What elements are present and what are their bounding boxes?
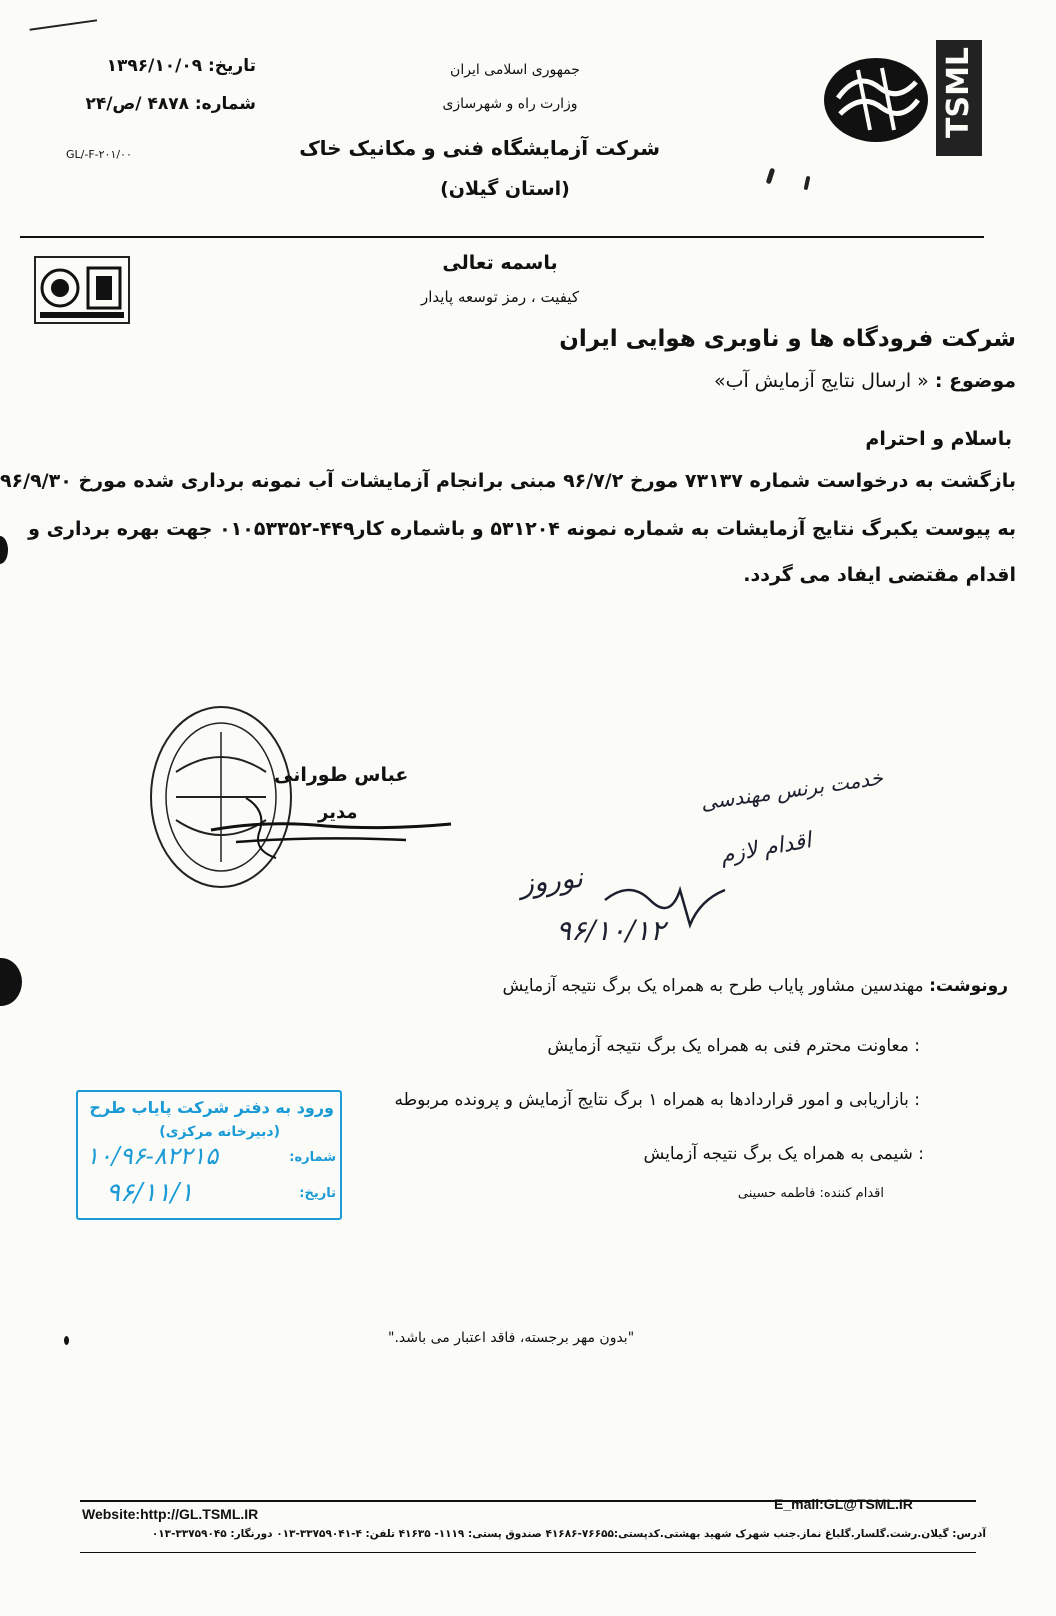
header-company: شرکت آزمایشگاه فنی و مکانیک خاک (299, 136, 660, 160)
scan-mark (29, 19, 98, 40)
signatory-name: عباس طورانی (274, 764, 409, 786)
date-value: ۱۳۹۶/۱۰/۰۹ (106, 56, 203, 76)
stamp-date-value: ۹۶/۱۱/۱ (106, 1178, 194, 1208)
cc-item: : شیمی به همراه یک برگ نتیجه آزمایش (643, 1144, 924, 1164)
number-value: ۴۸۷۸ /ص/۲۴ (85, 94, 189, 114)
stamp-number-value: ۱۰/۹۶-۸۲۲۱۵ (86, 1142, 219, 1170)
header-province: (استان گیلان) (440, 178, 570, 200)
tsml-logo (818, 40, 984, 158)
body-line: به پیوست یکبرگ نتایج آزمایشات به شماره نمونه ۵۳۱۲۰۴ و باشماره کار۴۴۹-۰۱۰۵۳۳۵۲ جهت بهره برداری و (28, 518, 1016, 540)
subject-text: « ارسال نتایج آزمایش آب» (713, 370, 929, 392)
action-label: اقدام کننده: (819, 1186, 884, 1201)
handwritten-note-line2: اقدام لازم (718, 828, 814, 869)
cc-item: : بازاریابی و امور قراردادها به همراه ۱ برگ نتایج آزمایش و پرونده مربوطه (394, 1090, 920, 1110)
header-ministry: وزارت راه و شهرسازی (442, 96, 578, 112)
header-date (96, 56, 256, 76)
subject-line (714, 370, 1016, 392)
motto-title: باسمه تعالی (442, 252, 558, 274)
handwritten-signature: نوروز (518, 860, 585, 901)
footer-bottom-rule (80, 1552, 976, 1553)
dot-mark (64, 1336, 69, 1345)
cc-item: : معاونت محترم فنی به همراه یک برگ نتیجه آزمایش (547, 1036, 920, 1056)
number-label: شماره: (194, 94, 256, 114)
tsml-logo-text: TSML (941, 46, 976, 138)
stamp-title: ورود به دفتر شرکت پایاب طرح (89, 1098, 334, 1117)
cc-label-line (503, 976, 1008, 996)
signatory-title: مدیر (318, 802, 358, 823)
motto-subtitle: کیفیت ، رمز توسعه پایدار (421, 288, 579, 306)
greeting: باسلام و احترام (865, 428, 1012, 450)
subject-label: موضوع : (934, 370, 1016, 392)
binder-hole (0, 958, 22, 1006)
stamp-date-label: تاریخ: (299, 1186, 336, 1201)
pen-mark (766, 168, 776, 185)
action-by (738, 1186, 884, 1201)
signature-scribble (206, 780, 456, 870)
cc-item: مهندسین مشاور پایاب طرح به همراه یک برگ نتیجه آزمایش (502, 976, 924, 996)
action-name: فاطمه حسینی (737, 1186, 816, 1201)
handwritten-note-line1: خدمت برنس مهندسی (699, 765, 885, 815)
date-label: تاریخ: (208, 56, 256, 76)
footer-address: آدرس: گیلان.رشت.گلسار.گلباغ نماز.جنب شهرک شهید بهشتی.کدپستی:۷۶۶۵۵-۴۱۶۸۶ صندوق پستی: ۱۱۱۹- ۴۱۶۳۵ تلفن: ۴-۳۳۷۵۹۰۴۱-۰۱۳ دورنگار: ۳۳۷۵۹۰۴۵-۰۱۳ (151, 1528, 986, 1540)
body-line: اقدام مقتضی ایفاد می گردد. (743, 564, 1016, 586)
cc-label: رونوشت: (929, 976, 1008, 996)
recipient: شرکت فرودگاه ها و ناوبری هوایی ایران (559, 326, 1016, 352)
binder-hole (0, 536, 8, 564)
validity-note: "بدون مهر برجسته، فاقد اعتبار می باشد." (388, 1330, 635, 1346)
pen-mark (804, 176, 811, 191)
footer-email: E_mail:GL@TSML.IR (774, 1496, 913, 1512)
form-code: GL/-F-۲۰۱/۰۰ (66, 148, 132, 161)
certification-logos (34, 256, 130, 324)
header-country: جمهوری اسلامی ایران (450, 62, 580, 78)
footer-website: Website:http://GL.TSML.IR (82, 1506, 259, 1522)
stamp-number-label: شماره: (289, 1150, 336, 1165)
header-number (82, 94, 256, 114)
stamp-subtitle: (دبیرخانه مرکزی) (159, 1124, 280, 1140)
header-divider (20, 236, 984, 238)
handwritten-date: ۹۶/۱۰/۱۲ (556, 914, 666, 947)
incoming-stamp (76, 1090, 342, 1220)
body-line: بازگشت به درخواست شماره ۷۳۱۳۷ مورخ ۹۶/۷/۲ مبنی برانجام آزمایشات آب نمونه برداری شده مورخ ۹۶/۹/۳۰ (0, 470, 1016, 492)
